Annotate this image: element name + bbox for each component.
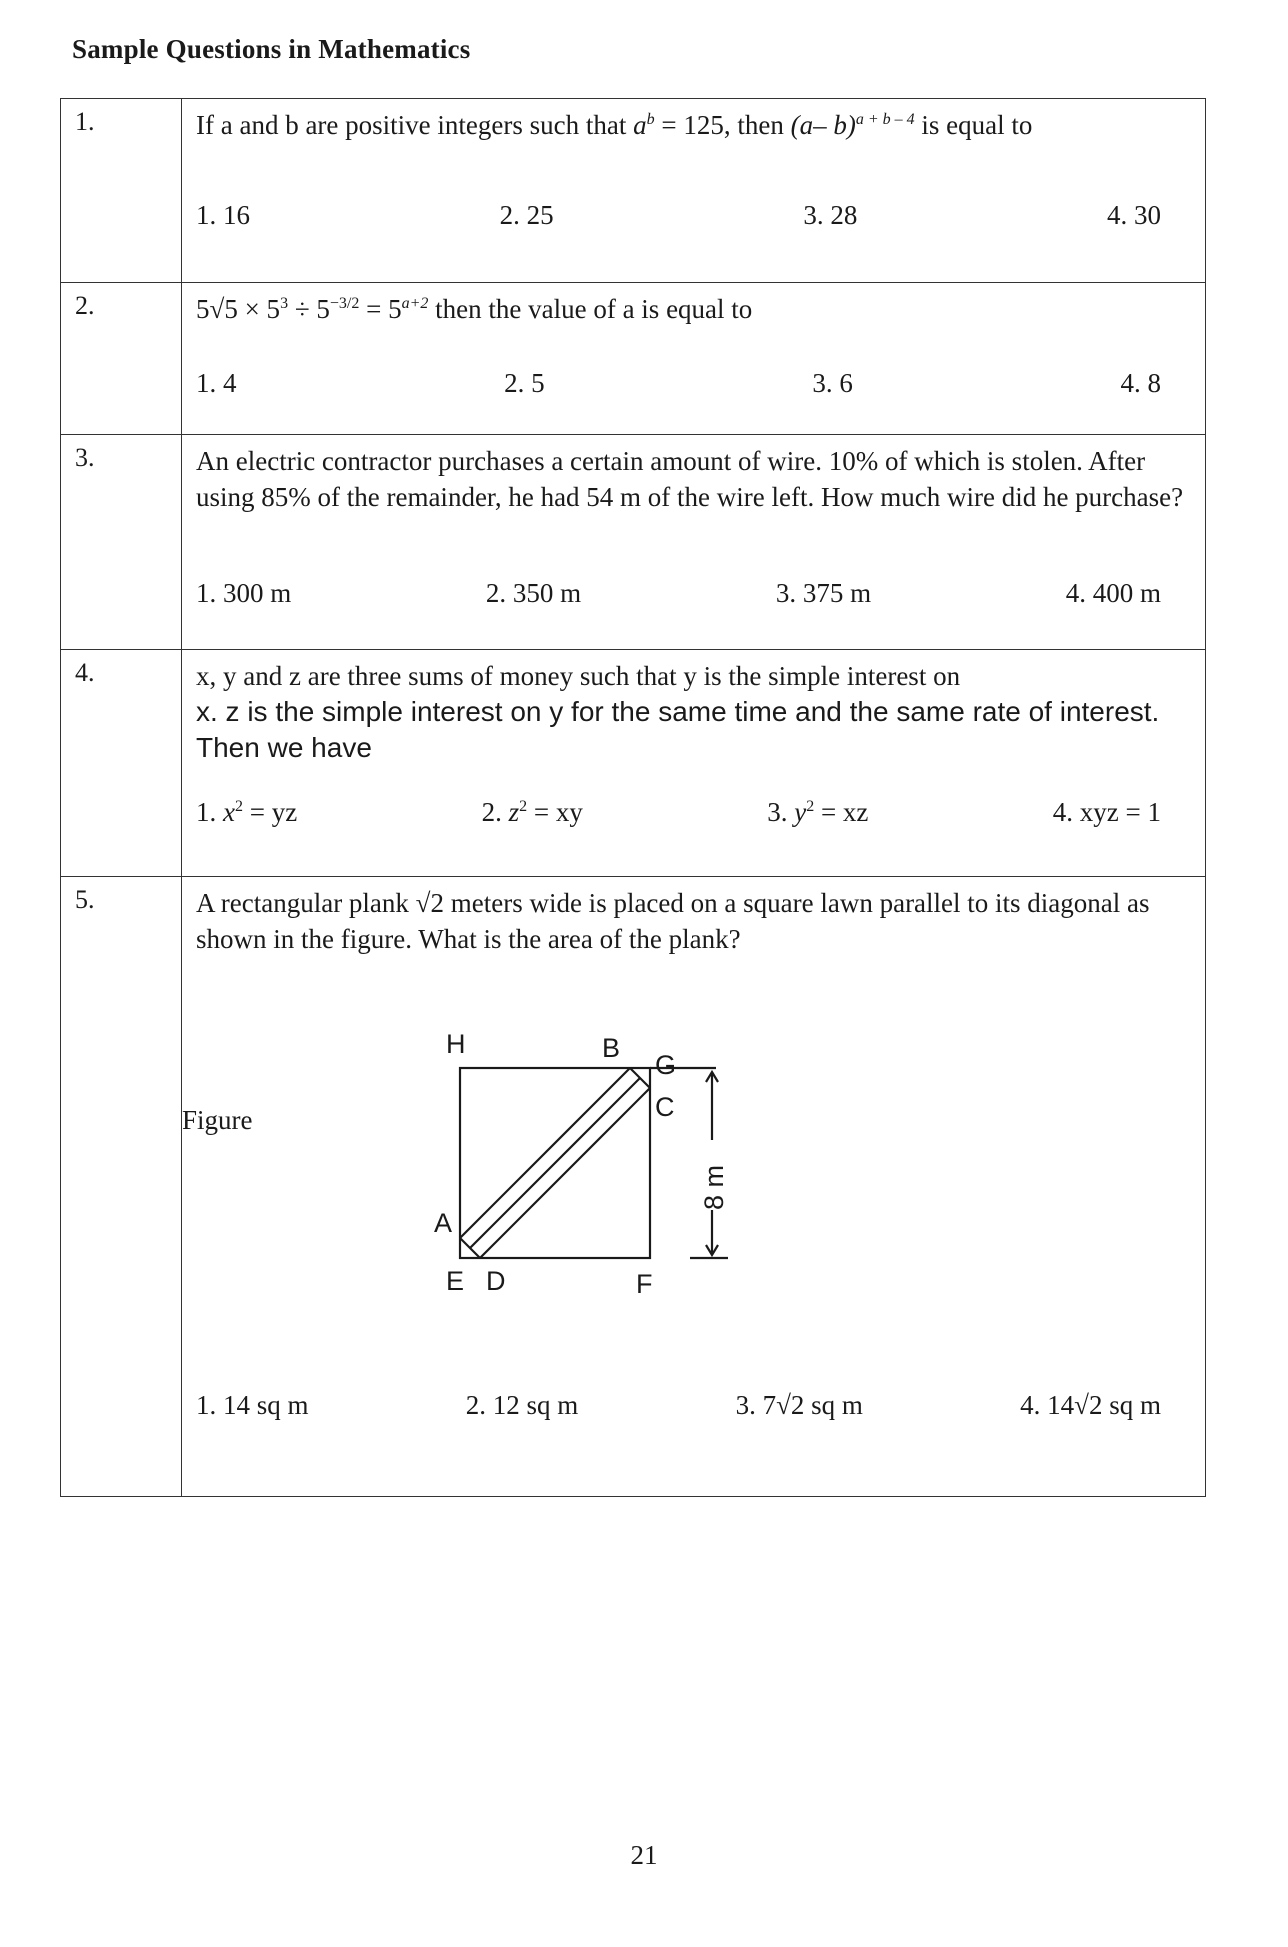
question-number: 1. [61, 99, 182, 283]
stem-text: = 5 [359, 294, 402, 324]
label-G: G [655, 1050, 677, 1080]
plank-inner-line [470, 1078, 640, 1248]
option-3[interactable]: 3. 28 [803, 200, 858, 230]
option-2[interactable]: 2. 5 [504, 368, 545, 398]
label-F: F [636, 1269, 653, 1299]
option-3[interactable]: 3. $y^2$ = xz [767, 797, 869, 827]
plank-edge [480, 1088, 650, 1258]
label-dim: 8 m [699, 1164, 729, 1210]
option-1[interactable]: 1. 300 m [196, 578, 292, 608]
stem-text: If a and b are positive integers such that [196, 110, 634, 140]
label-A: A [434, 1208, 453, 1238]
plank-edge [460, 1068, 630, 1238]
question-number: 4. [61, 650, 182, 877]
option-1[interactable]: 1. 16 [196, 200, 250, 230]
stem-exponent: a+2 [401, 295, 429, 312]
question-stem: A rectangular plank √2 meters wide is placed on a square lawn parallel to its diagonal as shown in the figure. What is the area of the plank? [196, 888, 1150, 954]
stem-exponent: −3/2 [329, 295, 360, 312]
label-C: C [655, 1092, 675, 1122]
stem-text: 5√5 [196, 294, 238, 324]
stem-text: × 5 [237, 294, 281, 324]
option-2[interactable]: 2. 350 m [485, 578, 582, 608]
stem-text: is equal to [914, 110, 1033, 140]
stem-exponent: 3 [280, 295, 289, 312]
option-4[interactable]: 4. 30 [1106, 200, 1161, 230]
stem-text: ÷ 5 [288, 294, 330, 324]
option-1[interactable]: 1. 4 [196, 368, 237, 398]
stem-expression: (a– b) [790, 110, 856, 140]
stem-exponent: b [646, 111, 655, 128]
option-3[interactable]: 3. 375 m [775, 578, 872, 608]
option-3[interactable]: 3. 6 [812, 368, 853, 398]
label-B: B [602, 1033, 621, 1063]
question-number: 5. [61, 877, 182, 1497]
option-4[interactable]: 4. xyz = 1 [1052, 797, 1161, 827]
page-number: 21 [630, 1840, 658, 1870]
label-E: E [446, 1266, 465, 1296]
question-number: 2. [61, 283, 182, 435]
option-2[interactable]: 2. $z^2$ = xy [481, 797, 583, 827]
option-4[interactable]: 4. 14√2 sq m [1020, 1390, 1161, 1420]
stem-text: = 125, then [654, 110, 791, 140]
stem-exponent: a + b – 4 [855, 111, 915, 128]
page-title: Sample Questions in Mathematics [72, 34, 471, 64]
option-4[interactable]: 4. 400 m [1065, 578, 1161, 608]
stem-text: then the value of a is equal to [428, 294, 753, 324]
option-2[interactable]: 2. 25 [499, 200, 554, 230]
option-1[interactable]: 1. $x^2$ = yz [196, 797, 298, 827]
stem-line-sans: x. z is the simple interest on y for the same time and the same rate of interest. Then we have [196, 696, 1160, 763]
figure-label: Figure [182, 1105, 253, 1135]
option-4[interactable]: 4. 8 [1120, 368, 1161, 398]
stem-var: a [633, 110, 647, 140]
label-D: D [486, 1266, 506, 1296]
question-number: 3. [61, 435, 182, 650]
option-3[interactable]: 3. 7√2 sq m [735, 1390, 863, 1420]
label-H: H [446, 1029, 466, 1059]
stem-line: x, y and z are three sums of money such that y is the simple interest on [196, 661, 961, 691]
option-1[interactable]: 1. 14 sq m [196, 1390, 309, 1420]
question-stem: An electric contractor purchases a certain amount of wire. 10% of which is stolen. After using 85% of the remainder, he had 54 m of the wire left. How much wire did he purchase? [196, 446, 1184, 512]
option-2[interactable]: 2. 12 sq m [465, 1390, 579, 1420]
